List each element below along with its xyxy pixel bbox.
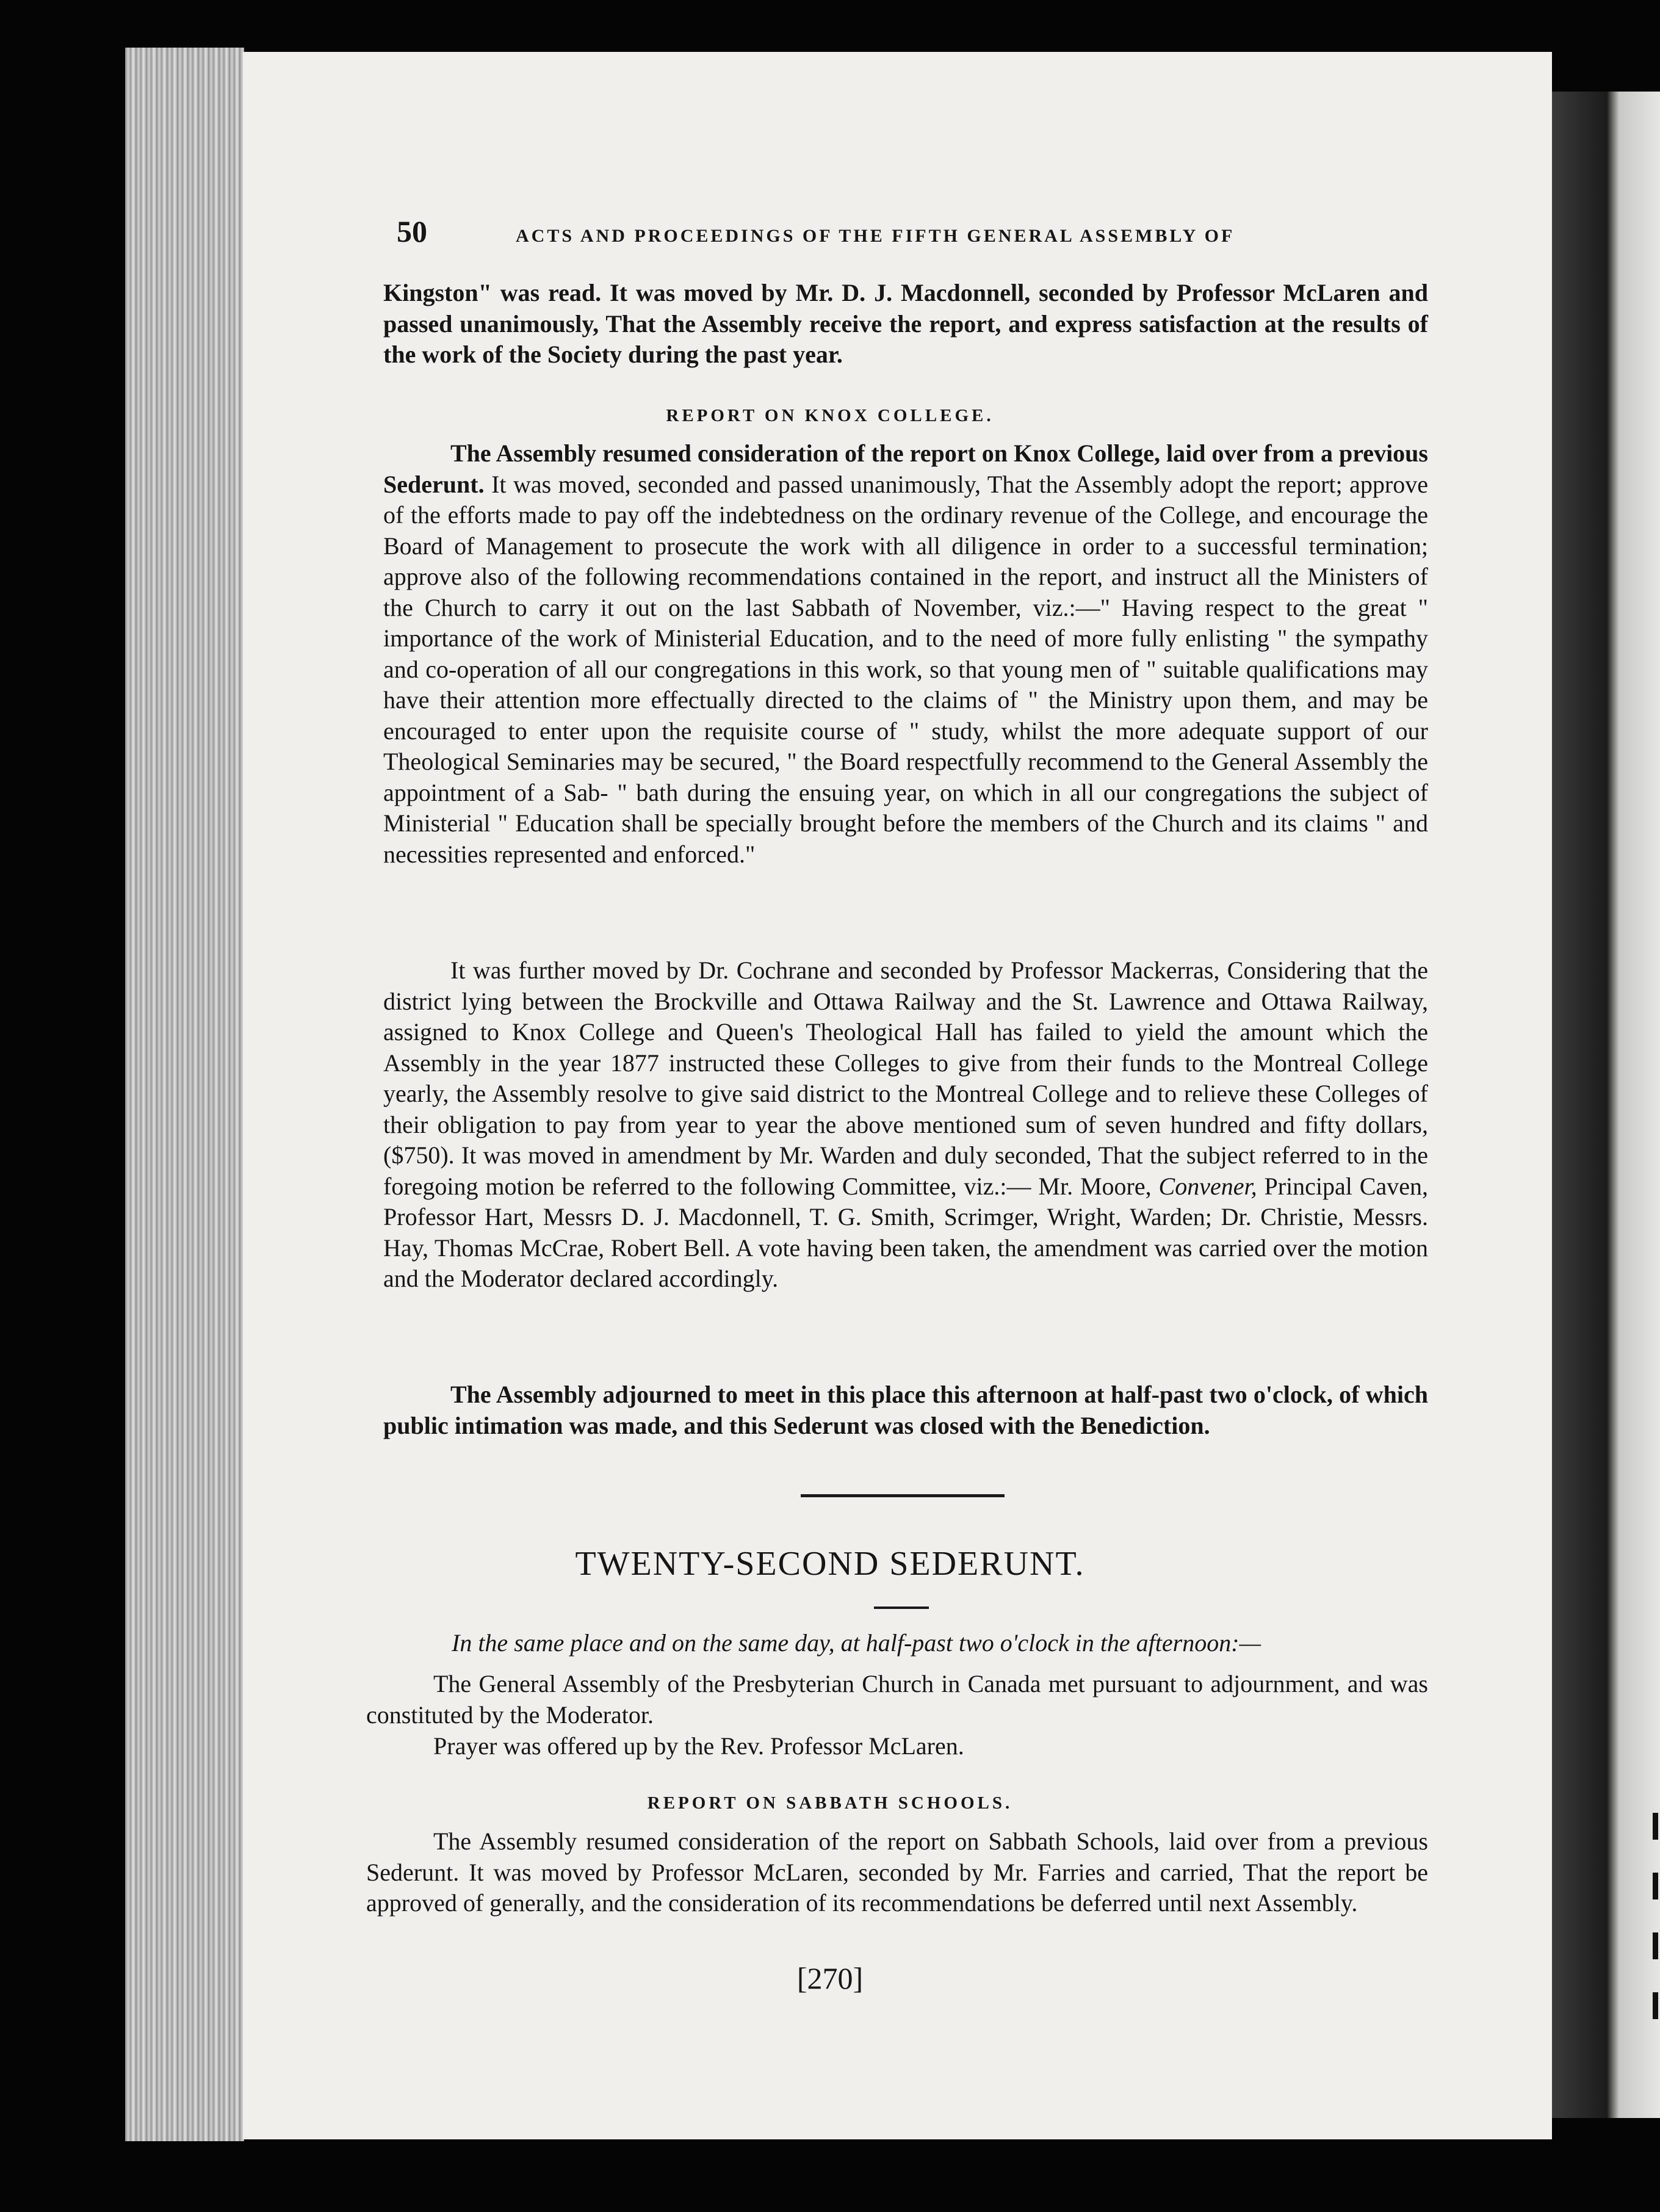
facing-page-text-fragments bbox=[1653, 1813, 1660, 2094]
facing-page-edge bbox=[1552, 92, 1660, 2118]
sabbath-schools-heading: REPORT ON SABBATH SCHOOLS. bbox=[647, 1793, 1013, 1813]
section-divider bbox=[801, 1494, 1005, 1497]
knox-college-heading: REPORT ON KNOX COLLEGE. bbox=[666, 406, 994, 425]
title-underline bbox=[874, 1607, 929, 1609]
knox-college-paragraph-1-body: It was moved, seconded and passed unanimously, That the Assembly adopt the report; approve of the efforts made to pay off the indebtedness on the ordinary revenue of the College, and encourage the Board of Management to prosecute the work with all diligence in order to a successful termination; approve also of the following recommendations contained in the report, and instruct all the Ministers of the Church to carry it out on the last Sabbath of November, viz.:—" Having respect to the great " importance of the work of Ministerial Education, and to the need of more fully enlisting " the sympathy and co-operation of all our congregations in this work, so that young men of " suitable qualifications may have their attention more effectually directed to the claims of " the Ministry upon them, and may be encouraged to enter upon the requisite course of " study, whilst the more adequate support of our Theological Seminaries may be secured, " the Board respectfully recommend to the General Assembly the appointment of a Sab- " bath during the ensuing year, on which in all our congregations the subject of Ministerial " Education shall be specially brought before the members of the Church and its claims " and necessities represented and enforced." bbox=[383, 470, 1428, 868]
knox-college-paragraph-2-text: It was further moved by Dr. Cochrane and seconded by Professor Mackerras, Considering that the district lying between the Brockville and Ottawa Railway and the St. Lawrence and Ottawa Railway, assigned to Knox College and Queen's Theological Hall has failed to yield the amount which the Assembly in the year 1877 instructed these Colleges to give from their funds to the Montreal College yearly, the Assembly resolve to give said district to the Montreal College and to relieve these Colleges of their obligation to pay from year to year the above mentioned sum of seven hundred and fifty dollars, ($750). It was moved in amendment by Mr. Warden and duly seconded, That the subject referred to in the foregoing motion be referred to the following Committee, viz.:— Mr. Moore, bbox=[383, 956, 1428, 1200]
page-header bbox=[397, 214, 1306, 249]
page-number: 50 bbox=[397, 214, 427, 248]
sabbath-schools-paragraph: The Assembly resumed consideration of the report on Sabbath Schools, laid over from a previous Sederunt. It was moved by Professor McLaren, seconded by Mr. Farries and carried, That the report be approved of generally, and the consideration of its recommendations be deferred until next Assembly. bbox=[366, 1827, 1428, 1917]
opening-paragraph: Kingston" was read. It was moved by Mr. D. J. Macdonnell, seconded by Professor McLaren and passed unanimously, That the Assembly receive the report, and express satisfaction at the results of the work of the Society during the past year. bbox=[383, 279, 1428, 368]
knox-college-paragraph-2 bbox=[383, 955, 1428, 1295]
sederunt-title: TWENTY-SECOND SEDERUNT. bbox=[575, 1545, 1085, 1583]
sederunt-paragraph-1: The General Assembly of the Presbyterian Church in Canada met pursuant to adjournment, and was constituted by the Moderator. bbox=[366, 1670, 1428, 1729]
sederunt-intro: In the same place and on the same day, at half-past two o'clock in the afternoon:— bbox=[452, 1629, 1261, 1657]
knox-college-paragraph-1 bbox=[383, 438, 1428, 870]
convener-label: Convener, bbox=[1158, 1172, 1257, 1200]
knox-college-paragraph-1-lead: The Assembly resumed consideration of the report on Knox College, laid over from a previous Sederunt. bbox=[383, 439, 1428, 498]
book-page-edges bbox=[125, 48, 244, 2141]
sederunt-paragraph-2: Prayer was offered up by the Rev. Professor McLaren. bbox=[433, 1732, 964, 1760]
page-marker: [270] bbox=[796, 1961, 864, 1995]
adjournment-paragraph: The Assembly adjourned to meet in this place this afternoon at half-past two o'clock, of which public intimation was made, and this Sederunt was closed with the Benediction. bbox=[383, 1381, 1428, 1439]
running-head: ACTS AND PROCEEDINGS OF THE FIFTH GENERAL ASSEMBLY OF bbox=[516, 226, 1235, 246]
knox-college-paragraph-2-rest: Principal Caven, Professor Hart, Messrs D. J. Macdonnell, T. G. Smith, Scrimger, Wright, Warden; Dr. Christie, Messrs. Hay, Thomas McCrae, Robert Bell. A vote having been taken, the amendment was carried over the motion and the Moderator declared accordingly. bbox=[383, 1172, 1428, 1292]
